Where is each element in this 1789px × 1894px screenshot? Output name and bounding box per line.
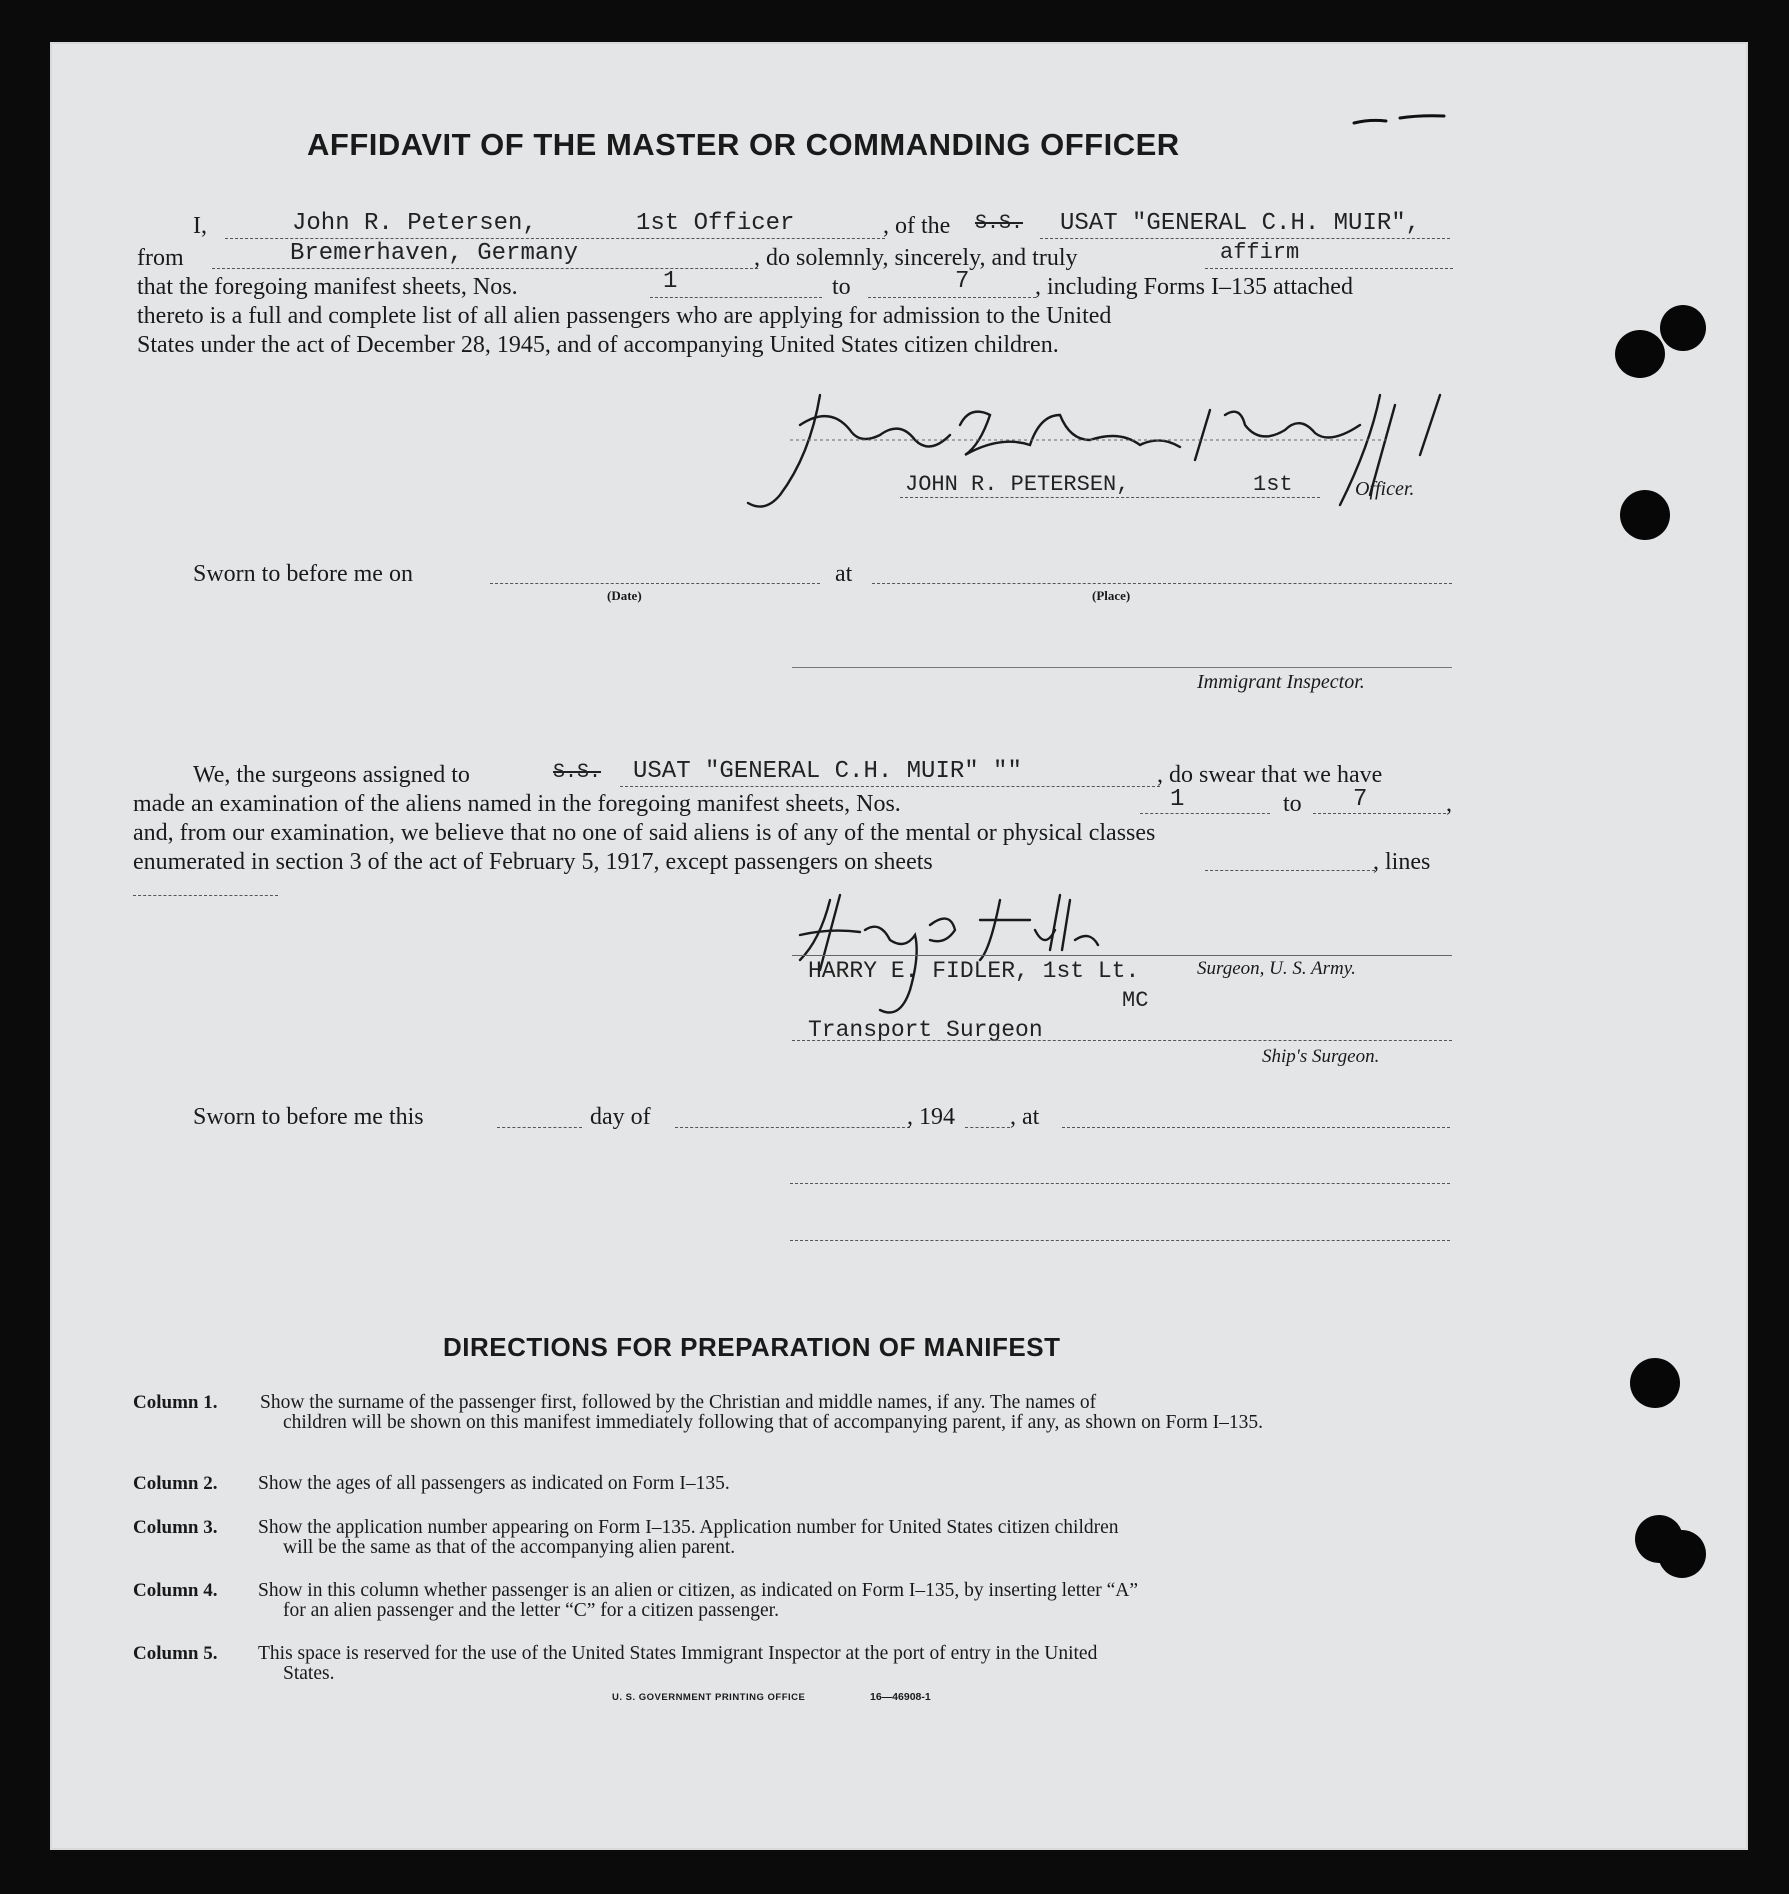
punch-hole [1615, 330, 1665, 378]
surgeons-line1-post: , do swear that we have [1157, 762, 1383, 788]
affidavit-line3: that the foregoing manifest sheets, Nos. [137, 274, 518, 300]
surgeon-caption: Surgeon, U. S. Army. [1197, 958, 1356, 979]
surgeon-to-word: to [1283, 791, 1302, 817]
except-sheets-line [1205, 870, 1375, 871]
direction-text-1: Show the surname of the passenger first, followed by the Christian and middle names, if any. The names of [260, 1392, 1097, 1413]
surgeons-line3: and, from our examination, we believe that no one of said aliens is of any of the mental or physical classes [133, 820, 1156, 846]
surgeon-signature [780, 880, 1100, 1020]
direction-label-5: Column 5. [133, 1643, 218, 1664]
sworn2-at-label: , at [1010, 1104, 1040, 1130]
affidavit-line4: thereto is a full and complete list of all alien passengers who are applying for admission to the United [137, 303, 1112, 329]
affirm-word: affirm [1220, 240, 1300, 265]
officer-caption: Officer. [1355, 478, 1415, 500]
pen-mark [1350, 105, 1450, 130]
sheet-to-line [868, 297, 1036, 298]
direction-text-2: Show the ages of all passengers as indicated on Form I–135. [258, 1473, 730, 1494]
surgeon-sign-line [792, 955, 1452, 956]
surgeon-sheet-to: 7 [1353, 786, 1368, 813]
affidavit-line5: States under the act of December 28, 1945, and of accompanying United States citizen children. [137, 332, 1059, 358]
direction-label-3: Column 3. [133, 1517, 218, 1538]
surgeon-sheet-from-line [1140, 813, 1270, 814]
surgeons-line4-post: , lines [1373, 849, 1431, 875]
sworn2-day-line [497, 1127, 582, 1128]
vessel-line [1040, 238, 1450, 239]
vessel-prefix-struck: S.S. [975, 212, 1024, 235]
surgeon-comma: , [1446, 791, 1452, 817]
affidavit-line3-post: , including Forms I–135 attached [1035, 274, 1353, 300]
surgeon-vessel-line [620, 786, 1160, 787]
from-label: from [137, 245, 184, 271]
direction-label-2: Column 2. [133, 1473, 218, 1494]
transport-surgeon: Transport Surgeon [808, 1017, 1043, 1043]
to-word: to [832, 274, 851, 300]
affirm-line [1205, 268, 1453, 269]
sworn2-label: Sworn to before me this [193, 1104, 424, 1130]
sworn2-month-line [675, 1127, 910, 1128]
page-title: AFFIDAVIT OF THE MASTER OR COMMANDING OFFICER [307, 127, 1180, 162]
surgeon-vessel-prefix-struck: S.S. [553, 761, 602, 784]
sheet-from-line [650, 297, 822, 298]
name-line [225, 238, 885, 239]
direction-text-4-rest: for an alien passenger and the letter “C” for a citizen passenger. [283, 1600, 779, 1621]
vessel-name: USAT "GENERAL C.H. MUIR", [1060, 210, 1421, 237]
direction-text-4: Show in this column whether passenger is an alien or citizen, as indicated on Form I–135, by inserting letter “A” [258, 1580, 1138, 1601]
sworn-before-label: Sworn to before me on [193, 561, 413, 587]
punch-hole [1630, 1358, 1680, 1408]
printer-imprint: U. S. GOVERNMENT PRINTING OFFICE [612, 1692, 806, 1703]
of-the-label: , of the [883, 213, 951, 239]
inspector-caption: Immigrant Inspector. [1197, 671, 1365, 693]
day-of-label: day of [590, 1104, 651, 1130]
officer-signature [740, 385, 1500, 525]
direction-text-5: This space is reserved for the use of the United States Immigrant Inspector at the port of entry in the United [258, 1643, 1098, 1664]
surgeon-typed-name: HARRY E. FIDLER, 1st Lt. [808, 958, 1140, 984]
sheet-from: 1 [663, 268, 678, 295]
direction-label-4: Column 4. [133, 1580, 218, 1601]
directions-title: DIRECTIONS FOR PREPARATION OF MANIFEST [443, 1332, 1061, 1362]
punch-hole [1660, 305, 1706, 351]
officer-name: John R. Petersen, [292, 210, 537, 237]
surgeons-line2: made an examination of the aliens named in the foregoing manifest sheets, Nos. [133, 791, 901, 817]
sworn-date-line [490, 583, 820, 584]
surgeon-vessel-name: USAT "GENERAL C.H. MUIR" "" [633, 758, 1022, 785]
sworn2-sign-line-2 [790, 1240, 1450, 1241]
from-place: Bremerhaven, Germany [290, 240, 579, 267]
year-label: , 194 [907, 1104, 955, 1130]
sworn-place-line [872, 583, 1452, 584]
surgeons-line4: enumerated in section 3 of the act of February 5, 1917, except passengers on sheets [133, 849, 933, 875]
surgeon-sheet-from: 1 [1170, 786, 1185, 813]
place-caption: (Place) [1092, 588, 1131, 603]
date-caption: (Date) [607, 588, 642, 603]
officer-rank: 1st Officer [636, 210, 795, 237]
signer-typed-rank: 1st [1253, 472, 1293, 497]
sworn-at-label: at [835, 561, 853, 587]
signer-typed-name: JOHN R. PETERSEN, [905, 472, 1130, 497]
direction-text-3-rest: will be the same as that of the accompanying alien parent. [283, 1537, 736, 1558]
surgeons-line1: We, the surgeons assigned to [193, 762, 470, 788]
punch-hole [1658, 1530, 1706, 1578]
direction-text-3: Show the application number appearing on Form I–135. Application number for United States citizen children [258, 1517, 1119, 1538]
sworn2-year-line [965, 1127, 1010, 1128]
direction-label-1: Column 1. [133, 1392, 218, 1413]
direction-text-5-rest: States. [283, 1663, 335, 1684]
affidavit-i-prefix: I, [193, 213, 207, 239]
direction-text-1-rest: children will be shown on this manifest immediately following that of accompanying parent, if any, as shown on Form I–135. [283, 1412, 1264, 1433]
surgeon-sheet-to-line [1313, 813, 1446, 814]
officer-sign-line [900, 497, 1320, 498]
except-lines-line [133, 895, 278, 896]
form-number: 16—46908-1 [870, 1691, 931, 1703]
sheet-to: 7 [955, 268, 970, 295]
sworn2-place-line [1062, 1127, 1450, 1128]
ship-surgeon-line [792, 1040, 1452, 1041]
sworn2-sign-line-1 [790, 1183, 1450, 1184]
ship-surgeon-caption: Ship's Surgeon. [1262, 1046, 1380, 1067]
surgeon-mc: MC [1122, 988, 1149, 1013]
affirm-text: , do solemnly, sincerely, and truly [754, 245, 1078, 271]
inspector-line [792, 667, 1452, 668]
punch-hole [1620, 490, 1670, 540]
